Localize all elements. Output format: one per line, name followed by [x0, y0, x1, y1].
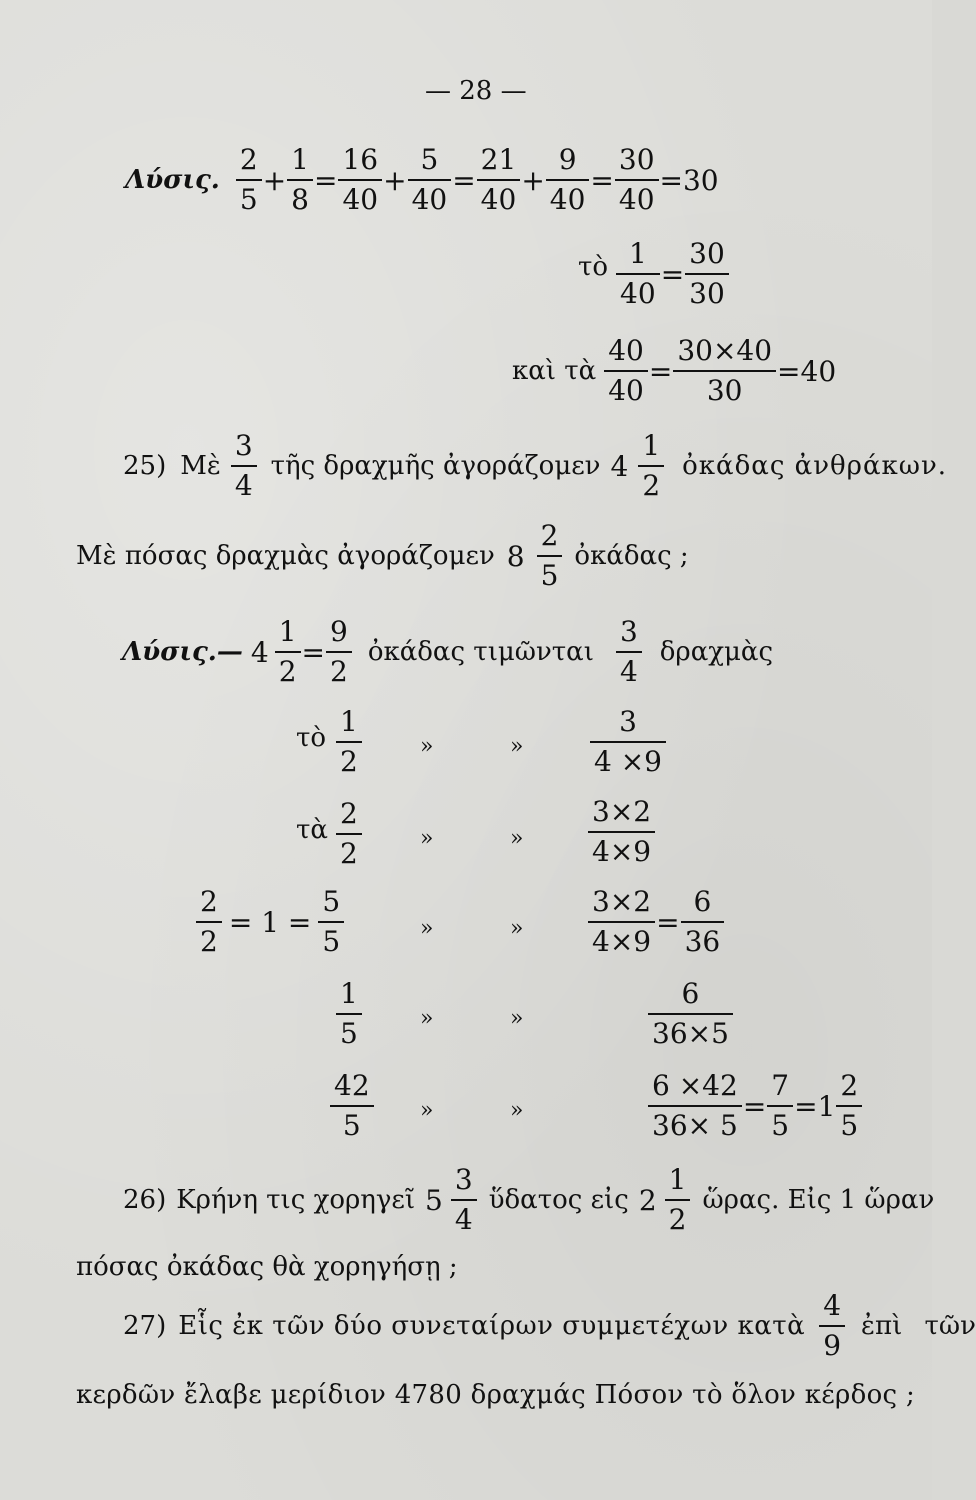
- whole-number: 5: [425, 1183, 443, 1217]
- whole-number: 4: [250, 635, 269, 669]
- fraction: $\frac{4}{9}$: [819, 1292, 845, 1360]
- fraction: $\frac{6 \times 42}{36\times 5}$: [648, 1072, 742, 1140]
- whole-number: 2: [638, 1183, 657, 1217]
- problem-25: [123, 429, 948, 502]
- solution-text: ὀκάδας τιμῶνται: [367, 637, 594, 667]
- ditto-mark: »: [420, 1098, 434, 1123]
- fraction: $\frac{21}{40}$: [477, 146, 521, 214]
- prefix-text: τὸ: [578, 252, 609, 282]
- fraction: $\frac{5}{40}$: [408, 146, 452, 214]
- fraction: 3×2 4×9: [588, 798, 655, 866]
- problem-27-line-2: κερδῶν ἔλαβε μερίδιον 4780 δραχμάς Πόσον τὸ ὅλον κέρδος ;: [76, 1380, 916, 1410]
- fraction: $\frac{1}{40}$: [616, 240, 660, 308]
- solution-equation-1: Λύσις. $\frac{2}{5}$ + $\frac{1}{8}$ = $\frac{16}{40}$ + $\frac{5}{40}$ = $\frac{21}{40}$ + $\frac{9}{40}$ = $\frac{30}{40}$ =30: [125, 143, 719, 216]
- fraction: 1 5: [336, 980, 362, 1048]
- fraction: $\frac{3\times 2}{4\times 9}$: [588, 888, 655, 956]
- row-equality: [196, 885, 344, 958]
- problem-text: ὕδατος εἰς: [488, 1185, 629, 1215]
- fraction: $\frac{9}{40}$: [546, 146, 590, 214]
- problem-27: [123, 1289, 976, 1362]
- fraction: $\frac{1}{8}$: [287, 146, 313, 214]
- problem-number: 27): [123, 1311, 167, 1341]
- problem-text: ὥρας. Εἰς 1 ὥραν: [702, 1185, 935, 1215]
- problem-text: ὀκάδας ;: [574, 541, 689, 571]
- problem-number: 25): [123, 451, 167, 481]
- ditto-mark: »: [510, 1098, 524, 1123]
- ditto-mark: »: [420, 916, 434, 941]
- fraction: $\frac{2}{5}$: [537, 522, 563, 590]
- solution-label: Λύσις.: [125, 165, 220, 195]
- row-result: $\frac{6 \times 42}{36\times 5}$ = $\frac{7}{5}$ =1 $\frac{2}{5}$: [648, 1072, 862, 1140]
- fraction: $\frac{5}{5}$: [318, 888, 344, 956]
- problem-text: Μὲ: [180, 451, 221, 481]
- solution-line: Λύσις.— 4 $\frac{1}{2}$ = $\frac{9}{2}$ ὀκάδας τιμῶνται $\frac{3}{4}$ δραχμὰς: [122, 615, 774, 688]
- fraction: $\frac{7}{5}$: [767, 1072, 793, 1140]
- whole-number: 4: [610, 449, 629, 483]
- row-prefix: τὸ: [296, 723, 327, 753]
- problem-text: Κρήνη τις χορηγεῖ: [176, 1185, 416, 1215]
- solution-label: Λύσις.—: [122, 637, 243, 667]
- fraction: $\frac{1}{2}$: [638, 432, 664, 500]
- prefix-text: καὶ τὰ: [512, 356, 597, 386]
- problem-26-line-2: πόσας ὀκάδας θὰ χορηγήσῃ ;: [76, 1252, 458, 1282]
- result: =40: [777, 354, 837, 388]
- fraction: $\frac{3}{4}$: [231, 432, 257, 500]
- solution-equation-3: καὶ τὰ $\frac{40}{40}$ = $\frac{30\times 40}{30}$ =40: [512, 334, 837, 407]
- problem-text: τῆς δραχμῆς ἀγοράζομεν: [270, 451, 601, 481]
- problem-25-question: [76, 519, 689, 592]
- problem-text: Εἷς ἐκ τῶν δύο συνεταίρων συμμετέχων κατὰ: [178, 1311, 806, 1341]
- solution-text: δραχμὰς: [659, 637, 774, 667]
- ditto-mark: »: [510, 734, 524, 759]
- ditto-mark: »: [420, 826, 434, 851]
- result: =30: [659, 163, 719, 197]
- fraction: $\frac{30}{40}$: [615, 146, 659, 214]
- fraction: 2 2: [336, 800, 362, 868]
- fraction: $\frac{2}{2}$: [196, 888, 222, 956]
- solution-equation-2: τὸ $\frac{1}{40}$ = $\frac{30}{30}$: [578, 240, 729, 308]
- ditto-mark: »: [420, 1006, 434, 1031]
- whole-number: 8: [506, 539, 525, 573]
- fraction: $\frac{1}{2}$: [665, 1166, 691, 1234]
- fraction: $\frac{6}{36}$: [681, 888, 725, 956]
- row-prefix: τὰ: [296, 815, 328, 845]
- ditto-mark: »: [510, 1006, 524, 1031]
- problem-26: [123, 1163, 935, 1236]
- fraction: $\frac{3}{4}$: [616, 618, 642, 686]
- fraction: $\frac{30}{30}$: [685, 240, 729, 308]
- problem-text: ὀκάδας ἀνθράκων.: [682, 451, 948, 481]
- fraction: 1 2: [336, 708, 362, 776]
- fraction: 3 4 ×9: [590, 708, 666, 776]
- ditto-mark: »: [510, 826, 524, 851]
- fraction: $\frac{30\times 40}{30}$: [673, 337, 776, 405]
- fraction: $\frac{9}{2}$: [326, 618, 352, 686]
- fraction: 42 5: [330, 1072, 374, 1140]
- fraction: $\frac{16}{40}$: [338, 146, 382, 214]
- row-result: $\frac{3\times 2}{4\times 9}$ = $\frac{6}{36}$: [588, 888, 724, 956]
- page-number: — 28 —: [425, 76, 527, 106]
- problem-text: ἐπὶ τῶν: [861, 1311, 976, 1341]
- fraction: $\frac{40}{40}$: [604, 337, 648, 405]
- problem-text: Μὲ πόσας δραχμὰς ἀγοράζομεν: [76, 541, 495, 571]
- fraction: 6 36×5: [648, 980, 733, 1048]
- fraction: $\frac{2}{5}$: [836, 1072, 862, 1140]
- fraction: $\frac{3}{4}$: [451, 1166, 477, 1234]
- ditto-mark: »: [420, 734, 434, 759]
- ditto-mark: »: [510, 916, 524, 941]
- fraction: $\frac{2}{5}$: [236, 146, 262, 214]
- fraction: $\frac{1}{2}$: [275, 618, 301, 686]
- equality-text: = 1 =: [228, 905, 312, 939]
- problem-number: 26): [123, 1185, 167, 1215]
